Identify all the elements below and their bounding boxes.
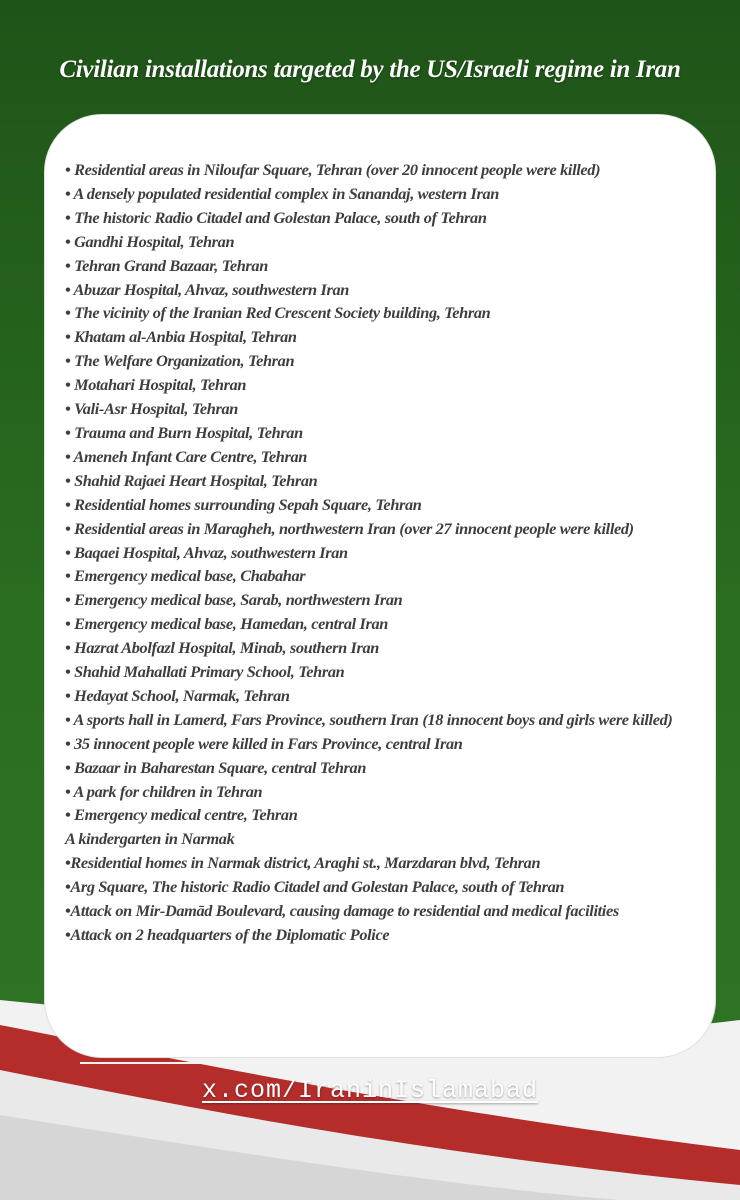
list-item: • Emergency medical base, Sarab, northwestern Iran xyxy=(65,590,403,610)
list-item: • Vali-Asr Hospital, Tehran xyxy=(65,399,238,419)
list-item: • Hazrat Abolfazl Hospital, Minab, southern Iran xyxy=(65,638,380,658)
list-item: •Residential homes in Narmak district, Araghi st., Marzdaran blvd, Tehran xyxy=(65,853,541,873)
list-item: • The historic Radio Citadel and Golestan Palace, south of Tehran xyxy=(65,207,487,227)
list-item: • A densely populated residential complex in Sanandaj, western Iran xyxy=(65,183,499,203)
content-card xyxy=(44,114,716,1058)
list-item: • Trauma and Burn Hospital, Tehran xyxy=(65,422,303,442)
list-item: • Emergency medical centre, Tehran xyxy=(65,805,298,825)
list-item: A kindergarten in Narmak xyxy=(65,829,235,849)
divider xyxy=(80,1062,660,1064)
list-item: • The Welfare Organization, Tehran xyxy=(65,351,295,371)
list-item: • Baqaei Hospital, Ahvaz, southwestern Iran xyxy=(65,542,348,562)
list-item: • Residential areas in Maragheh, northwestern Iran (over 27 innocent people were killed) xyxy=(65,518,634,538)
list-item: • A sports hall in Lamerd, Fars Province, southern Iran (18 innocent boys and girls were killed) xyxy=(65,709,673,729)
list-item: • Khatam al-Anbia Hospital, Tehran xyxy=(65,327,297,347)
list-item: • Shahid Mahallati Primary School, Tehran xyxy=(65,662,345,682)
list-item: • Motahari Hospital, Tehran xyxy=(65,375,247,395)
list-item: • Bazaar in Baharestan Square, central Tehran xyxy=(65,757,367,777)
list-item: •Arg Square, The historic Radio Citadel and Golestan Palace, south of Tehran xyxy=(65,877,565,897)
list-item: • Emergency medical base, Chabahar xyxy=(65,566,306,586)
social-handle-link[interactable]: x.com/IraninIslamabad xyxy=(201,1076,539,1105)
list-item: •Attack on 2 headquarters of the Diplomatic Police xyxy=(65,925,390,944)
list-item: • Abuzar Hospital, Ahvaz, southwestern Iran xyxy=(65,279,349,299)
list-item: • Residential areas in Niloufar Square, Tehran (over 20 innocent people were killed) xyxy=(65,160,601,179)
installations-list xyxy=(65,158,701,947)
list-item: • 35 innocent people were killed in Fars Province, central Iran xyxy=(65,733,463,753)
list-item: • Residential homes surrounding Sepah Square, Tehran xyxy=(65,494,422,514)
list-item: • The vicinity of the Iranian Red Crescent Society building, Tehran xyxy=(65,303,491,323)
list-item: • Gandhi Hospital, Tehran xyxy=(65,231,235,251)
list-item: •Attack on Mir-Damād Boulevard, causing damage to residential and medical facilities xyxy=(65,901,619,921)
list-item: • Tehran Grand Bazaar, Tehran xyxy=(65,255,268,275)
list-item: • Emergency medical base, Hamedan, central Iran xyxy=(65,614,388,634)
list-item: • Shahid Rajaei Heart Hospital, Tehran xyxy=(65,470,318,490)
list-item: • A park for children in Tehran xyxy=(65,781,263,801)
list-item: • Hedayat School, Narmak, Tehran xyxy=(65,685,290,705)
page-title: Civilian installations targeted by the US/Israeli regime in Iran xyxy=(59,56,681,83)
list-item: • Ameneh Infant Care Centre, Tehran xyxy=(65,446,307,466)
